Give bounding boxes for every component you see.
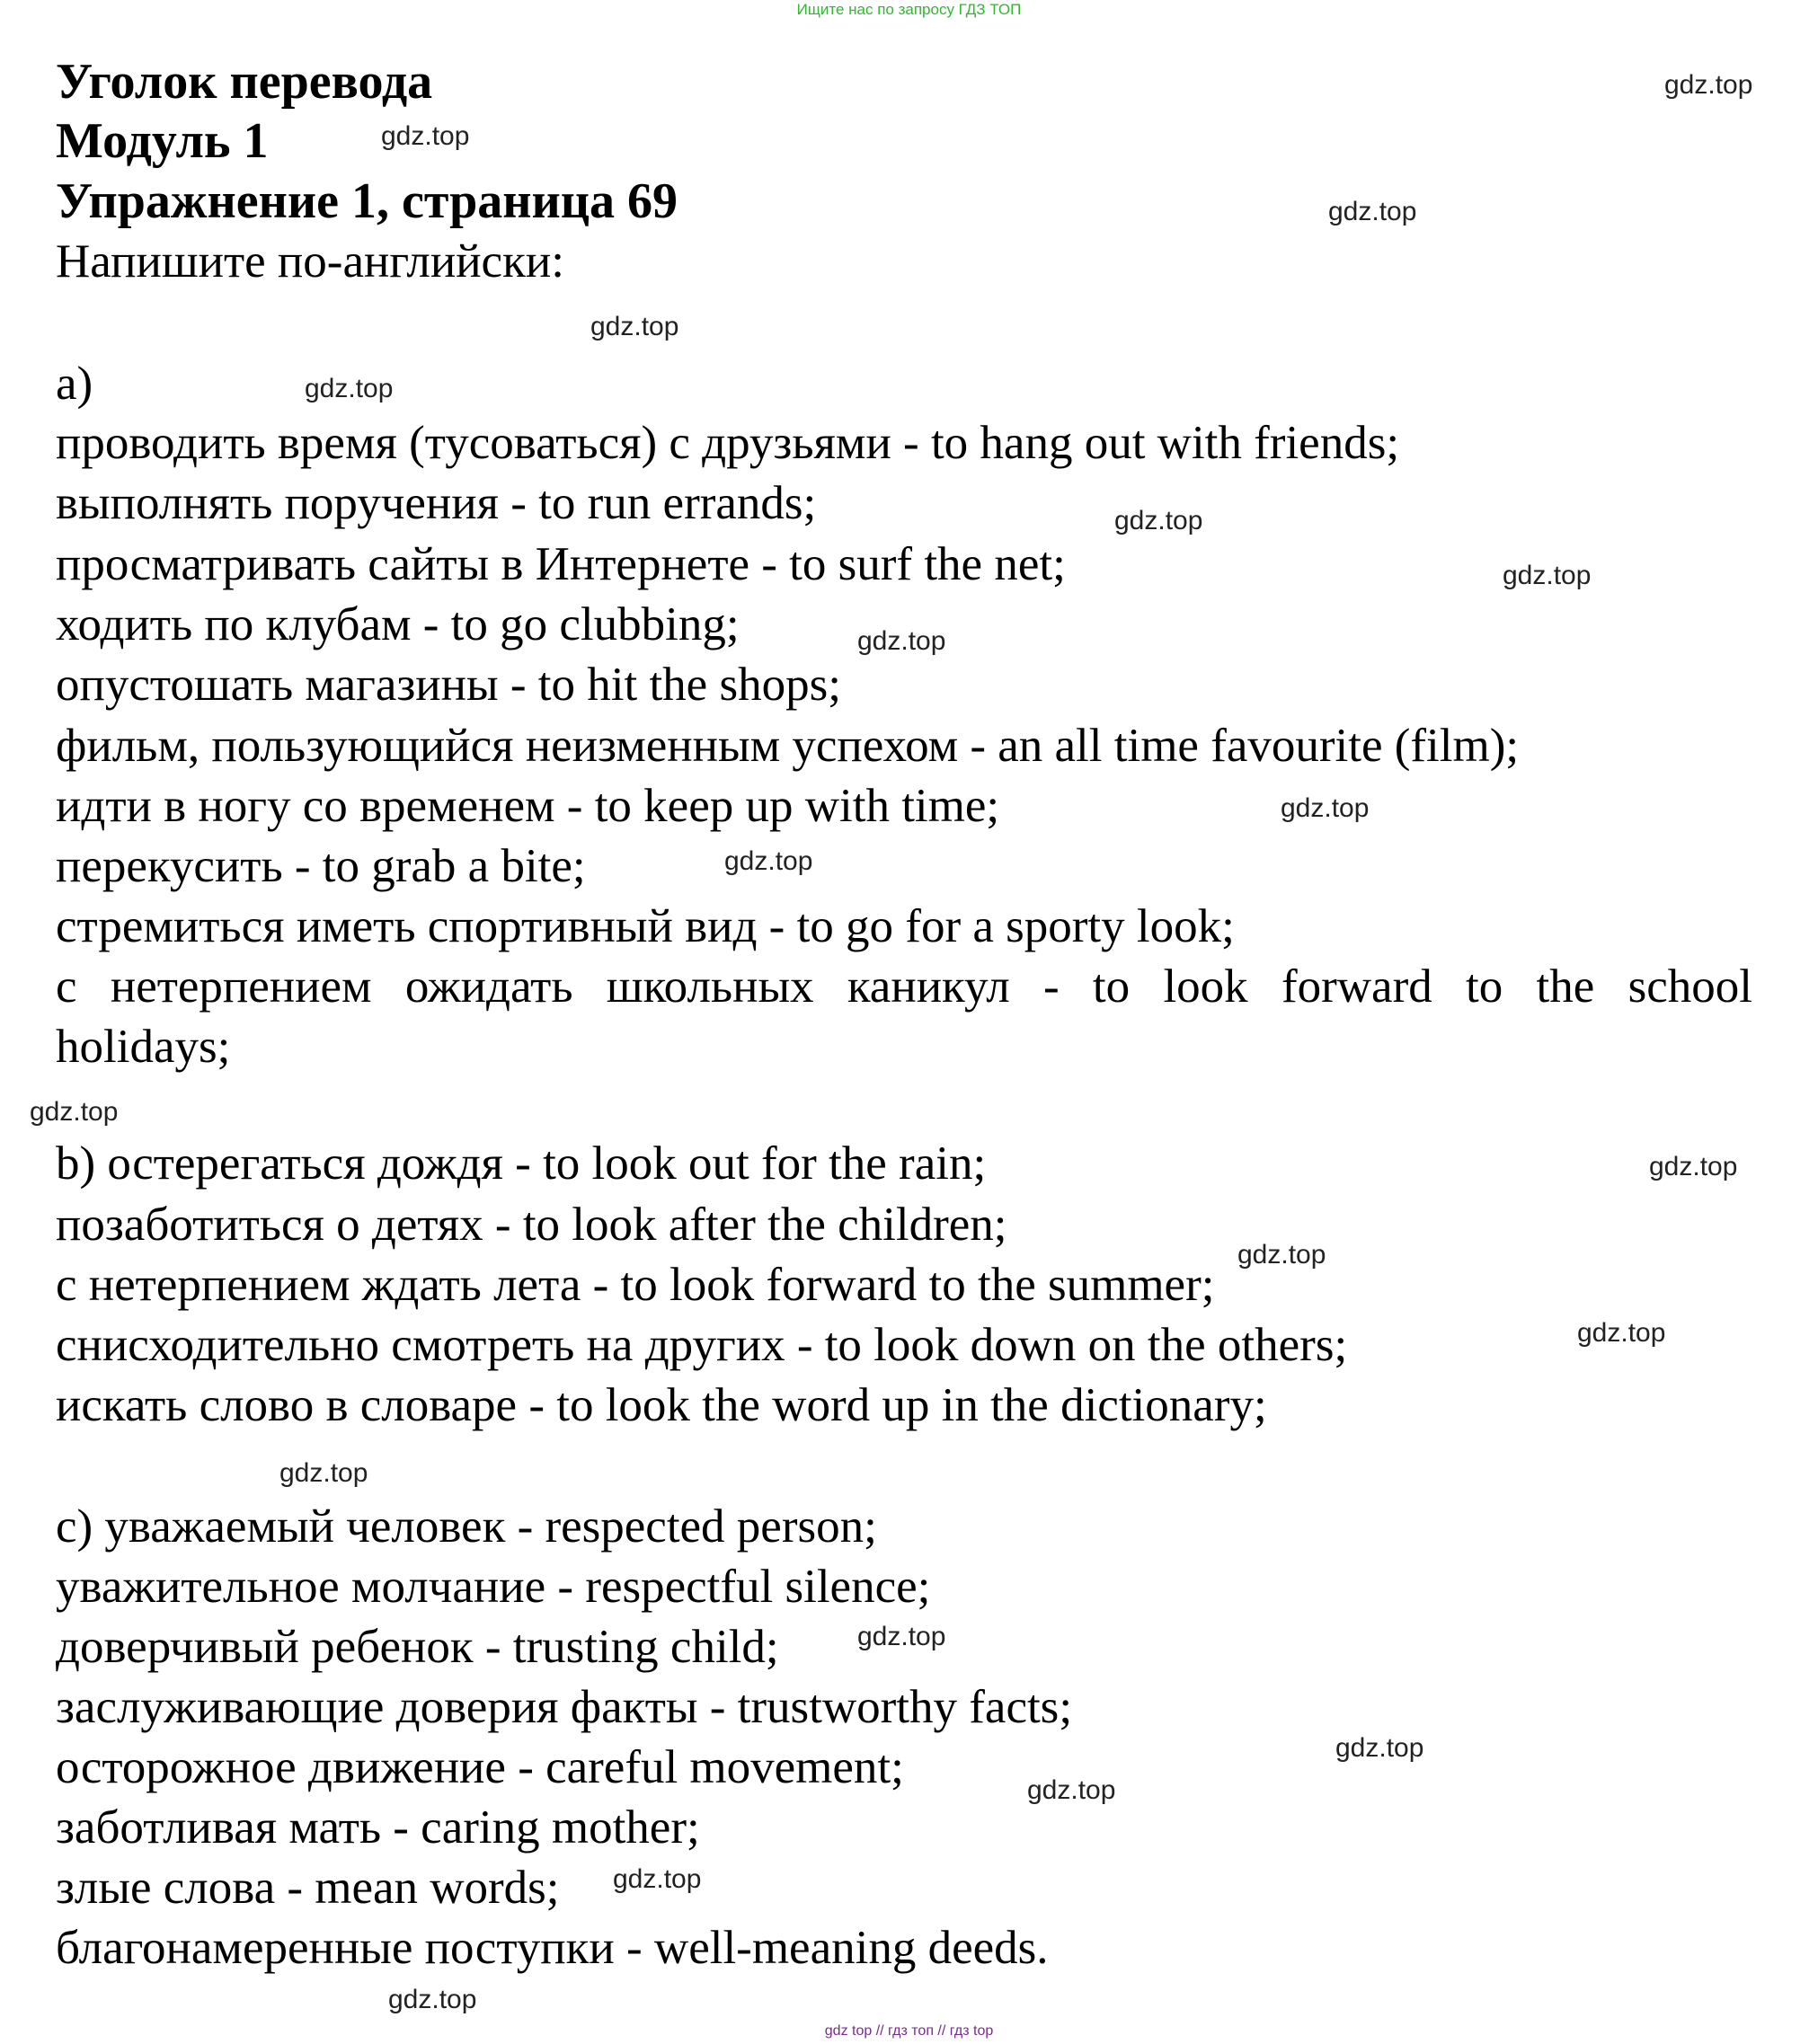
watermark: gdz.top — [1649, 1152, 1738, 1181]
module-title: Модуль 1 — [56, 113, 269, 169]
watermark: gdz.top — [1328, 197, 1417, 226]
watermark: gdz.top — [1027, 1775, 1116, 1805]
section-a-line-2: выполнять поручения - to run errands; — [56, 477, 817, 529]
section-b-line-5: искать слово в словаре - to look the word up in the dictionary; — [56, 1379, 1267, 1431]
section-a-line-11: holidays; — [56, 1021, 231, 1073]
watermark: gdz.top — [590, 312, 679, 341]
watermark: gdz.top — [279, 1458, 368, 1488]
top-banner: Ищите нас по запросу ГДЗ ТОП — [796, 1, 1022, 18]
section-c-line-6: заботливая мать - caring mother; — [56, 1801, 700, 1854]
watermark: gdz.top — [724, 846, 813, 876]
section-a-label: a) — [56, 358, 93, 410]
section-b-line-1: b) остерегаться дождя - to look out for the rain; — [56, 1137, 987, 1190]
bottom-banner: gdz top // гдз топ // гдз top — [824, 2023, 994, 2039]
section-a-line-4: ходить по клубам - to go clubbing; — [56, 598, 740, 650]
instruction-text: Напишите по-английски: — [56, 235, 564, 288]
watermark: gdz.top — [857, 626, 946, 656]
watermark: gdz.top — [1503, 561, 1592, 590]
section-c-line-5: осторожное движение - careful movement; — [56, 1741, 904, 1793]
watermark: gdz.top — [388, 1985, 477, 2014]
watermark: gdz.top — [305, 374, 394, 403]
watermark: gdz.top — [1237, 1240, 1326, 1270]
section-a-line-9: стремиться иметь спортивный вид - to go for a sporty look; — [56, 900, 1235, 952]
watermark: gdz.top — [1335, 1733, 1424, 1763]
section-b-line-3: с нетерпением ждать лета - to look forward to the summer; — [56, 1259, 1215, 1311]
watermark: gdz.top — [30, 1097, 119, 1127]
section-c-line-8: благонамеренные поступки - well-meaning deeds. — [56, 1922, 1049, 1974]
watermark: gdz.top — [1281, 793, 1370, 823]
section-a-line-3: просматривать сайты в Интернете - to surf the net; — [56, 538, 1066, 590]
section-a-line-1: проводить время (тусоваться) с друзьями - to hang out with friends; — [56, 417, 1400, 469]
watermark: gdz.top — [613, 1864, 702, 1894]
section-b-line-4: снисходительно смотреть на других - to look down on the others; — [56, 1319, 1348, 1371]
page-title: Уголок перевода — [56, 54, 433, 110]
section-a-line-8: перекусить - to grab a bite; — [56, 840, 586, 892]
section-c-line-3: доверчивый ребенок - trusting child; — [56, 1621, 779, 1673]
section-a-line-10: с нетерпением ожидать школьных каникул - to look forward to the school — [56, 960, 1752, 1013]
section-c-line-2: уважительное молчание - respectful silence; — [56, 1561, 931, 1613]
exercise-title: Упражнение 1, страница 69 — [56, 173, 678, 229]
section-c-line-7: злые слова - mean words; — [56, 1862, 560, 1914]
watermark: gdz.top — [1664, 70, 1753, 100]
watermark: gdz.top — [1114, 506, 1203, 535]
section-c-line-1: c) уважаемый человек - respected person; — [56, 1500, 877, 1553]
section-a-line-6: фильм, пользующийся неизменным успехом - an all time favourite (film); — [56, 720, 1520, 772]
watermark: gdz.top — [1577, 1318, 1666, 1348]
watermark: gdz.top — [381, 121, 470, 151]
section-a-line-7: идти в ногу со временем - to keep up with time; — [56, 780, 1000, 832]
section-b-line-2: позаботиться о детях - to look after the children; — [56, 1199, 1007, 1251]
watermark: gdz.top — [857, 1622, 946, 1651]
section-a-line-5: опустошать магазины - to hit the shops; — [56, 659, 841, 711]
section-c-line-4: заслуживающие доверия факты - trustworthy facts; — [56, 1681, 1073, 1733]
